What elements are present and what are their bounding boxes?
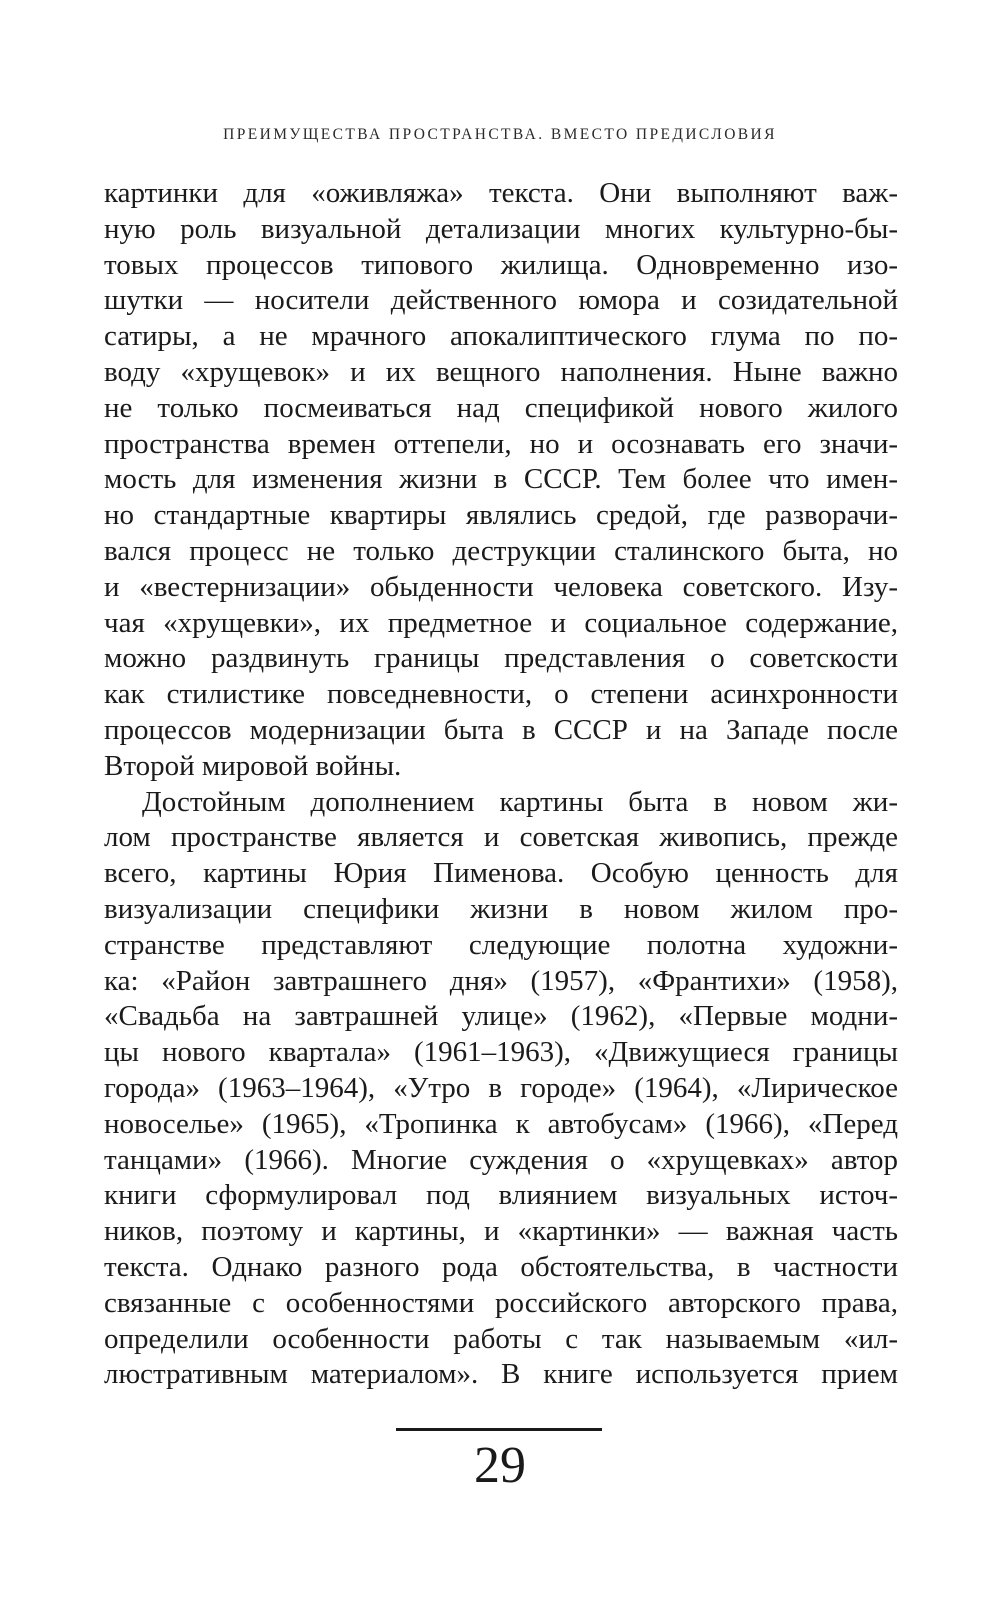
- text-line: города» (1963–1964), «Утро в городе» (1964), «Лирическое: [104, 1071, 898, 1104]
- page-number: 29: [474, 1437, 526, 1494]
- paragraph-2: [104, 785, 898, 1394]
- body-text: [104, 176, 898, 1393]
- text-line: ную роль визуальной детализации многих культурно-бы-: [104, 212, 898, 245]
- text-line: товых процессов типового жилища. Одновременно изо-: [104, 248, 898, 281]
- text-line: сатиры, а не мрачного апокалиптического глума по по-: [104, 320, 898, 353]
- text-line: определили особенности работы с так называемым «ил-: [104, 1322, 898, 1355]
- text-line: чая «хрущевки», их предметное и социальное содержание,: [104, 606, 898, 639]
- text-line: вался процесс не только деструкции сталинского быта, но: [104, 534, 898, 567]
- text-line: не только посмеиваться над спецификой нового жилого: [104, 391, 898, 424]
- text-line: как стилистике повседневности, о степени асинхронности: [104, 678, 898, 711]
- text-line: визуализации специфики жизни в новом жилом про-: [104, 892, 898, 925]
- footer-rule: [396, 1428, 602, 1431]
- text-line: пространства времен оттепели, но и осознавать его значи-: [104, 427, 898, 460]
- text-line: лом пространстве является и советская живопись, прежде: [104, 821, 898, 854]
- text-line: всего, картины Юрия Пименова. Особую ценность для: [104, 857, 898, 890]
- text-line: новоселье» (1965), «Тропинка к автобусам» (1966), «Перед: [104, 1107, 898, 1140]
- text-line: ников, поэтому и картины, и «картинки» — важная часть: [104, 1215, 898, 1248]
- text-line: воду «хрущевок» и их вещного наполнения. Ныне важно: [104, 355, 898, 388]
- text-line: текста. Однако разного рода обстоятельства, в частности: [104, 1250, 898, 1283]
- text-line: связанные с особенностями российского авторского права,: [104, 1286, 898, 1319]
- text-line: люстративным материалом». В книге используется прием: [104, 1358, 898, 1391]
- text-line: можно раздвинуть границы представления о советскости: [104, 642, 898, 675]
- text-line: мость для изменения жизни в СССР. Тем более что имен-: [104, 463, 898, 496]
- text-line: и «вестернизации» обыденности человека советского. Изу-: [104, 570, 898, 603]
- text-line: картинки для «оживляжа» текста. Они выполняют важ-: [104, 177, 898, 209]
- text-line: цы нового квартала» (1961–1963), «Движущиеся границы: [104, 1036, 898, 1069]
- text-line: «Свадьба на завтрашней улице» (1962), «Первые модни-: [104, 1000, 898, 1033]
- text-line: книги сформулировал под влиянием визуальных источ-: [104, 1179, 898, 1212]
- text-line: ка: «Район завтрашнего дня» (1957), «Франтихи» (1958),: [104, 964, 898, 997]
- text-line: танцами» (1966). Многие суждения о «хрущевках» автор: [104, 1143, 898, 1176]
- text-line: Второй мировой войны.: [104, 749, 402, 782]
- text-line: странстве представляют следующие полотна художни-: [104, 928, 898, 961]
- running-header: ПРЕИМУЩЕСТВА ПРОСТРАНСТВА. ВМЕСТО ПРЕДИСЛОВИЯ: [223, 126, 777, 143]
- text-line: но стандартные квартиры являлись средой, где разворачи-: [104, 499, 898, 532]
- text-line: Достойным дополнением картины быта в новом жи-: [142, 785, 898, 818]
- text-line: шутки — носители действенного юмора и созидательной: [104, 284, 898, 317]
- paragraph-1: [104, 176, 898, 785]
- text-line: процессов модернизации быта в СССР и на Западе после: [104, 713, 898, 746]
